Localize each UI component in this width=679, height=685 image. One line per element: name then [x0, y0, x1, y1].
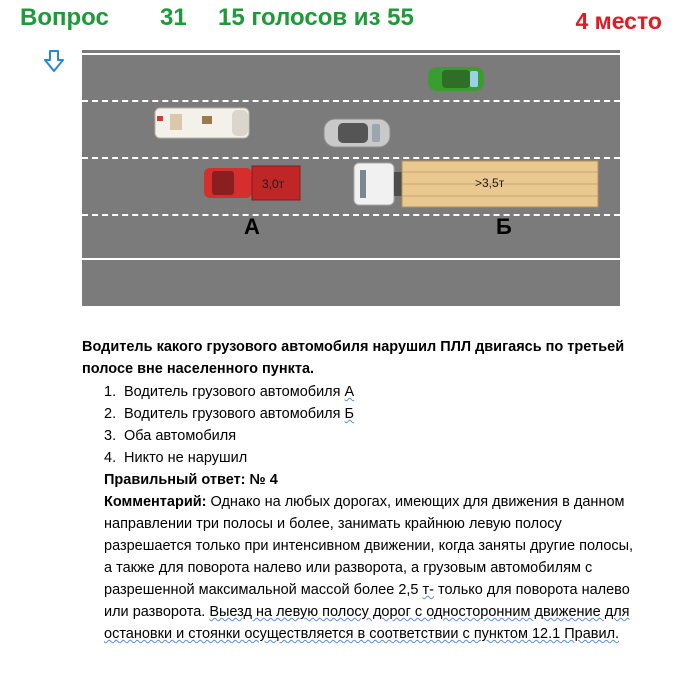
question-number: 31 — [160, 4, 187, 31]
votes-count: 15 голосов из 55 — [218, 4, 414, 31]
option-4: 4. Никто не нарушил — [104, 450, 248, 466]
comment-label: Комментарий: — [104, 494, 207, 510]
place-rank: 4 место — [575, 8, 662, 34]
silver-car — [324, 119, 390, 147]
truck-b — [354, 161, 598, 207]
road-illustration — [82, 50, 620, 306]
option-1: 1. Водитель грузового автомобиля А — [104, 384, 355, 400]
truck-b-weight: >3,5т — [475, 176, 505, 190]
arrow-down-icon — [44, 50, 64, 72]
correct-answer: Правильный ответ: № 4 — [104, 472, 278, 488]
vehicles-layer — [82, 50, 620, 306]
truck-a-weight: 3,0т — [262, 177, 285, 191]
question-label: Вопрос — [20, 4, 109, 31]
question-block — [82, 336, 642, 645]
ambulance-van — [155, 108, 249, 138]
green-car — [428, 67, 484, 91]
option-2: 2. Водитель грузового автомобиля Б — [104, 406, 355, 422]
option-3: 3. Оба автомобиля — [104, 428, 237, 444]
label-b: Б — [496, 214, 512, 239]
label-a: А — [244, 214, 260, 239]
comment-text: Однако на любых дорогах, имеющих для движения в данном направлении три полосы и более, занимать крайнюю левую полосу разрешается только при интенсивном движении, когда заняты другие полосы, а также для поворота налево или разворота, а грузовым автомобилям с разрешенной максимальной массой более 2,5 — [104, 494, 634, 598]
question-text: Водитель какого грузового автомобиля нарушил ПЛЛ двигаясь по третьей полосе вне населенного пункта. — [82, 339, 625, 377]
truck-a — [204, 166, 300, 200]
comment-highlight: Выезд на левую полосу дорог с односторонним движение для остановки и стоянки осуществляется в соответствии с пунктом 12.1 Правил. — [104, 604, 630, 642]
comment: Комментарий: Однако на любых дорогах, имеющих для движения в данном направлении три полосы и более, занимать крайнюю левую полосу разрешается только при интенсивном движении, когда заняты другие полосы, а также для поворота налево или разворота, а грузовым автомобилям с разрешенной максимальной массой более 2,5 т- только для поворота налево или разворота. Выезд на левую полосу дорог с односторонним движение для остановки и стоянки осуществляется в соответствии с пунктом 12.1 Правил. — [104, 494, 634, 642]
answer-options — [82, 381, 642, 469]
